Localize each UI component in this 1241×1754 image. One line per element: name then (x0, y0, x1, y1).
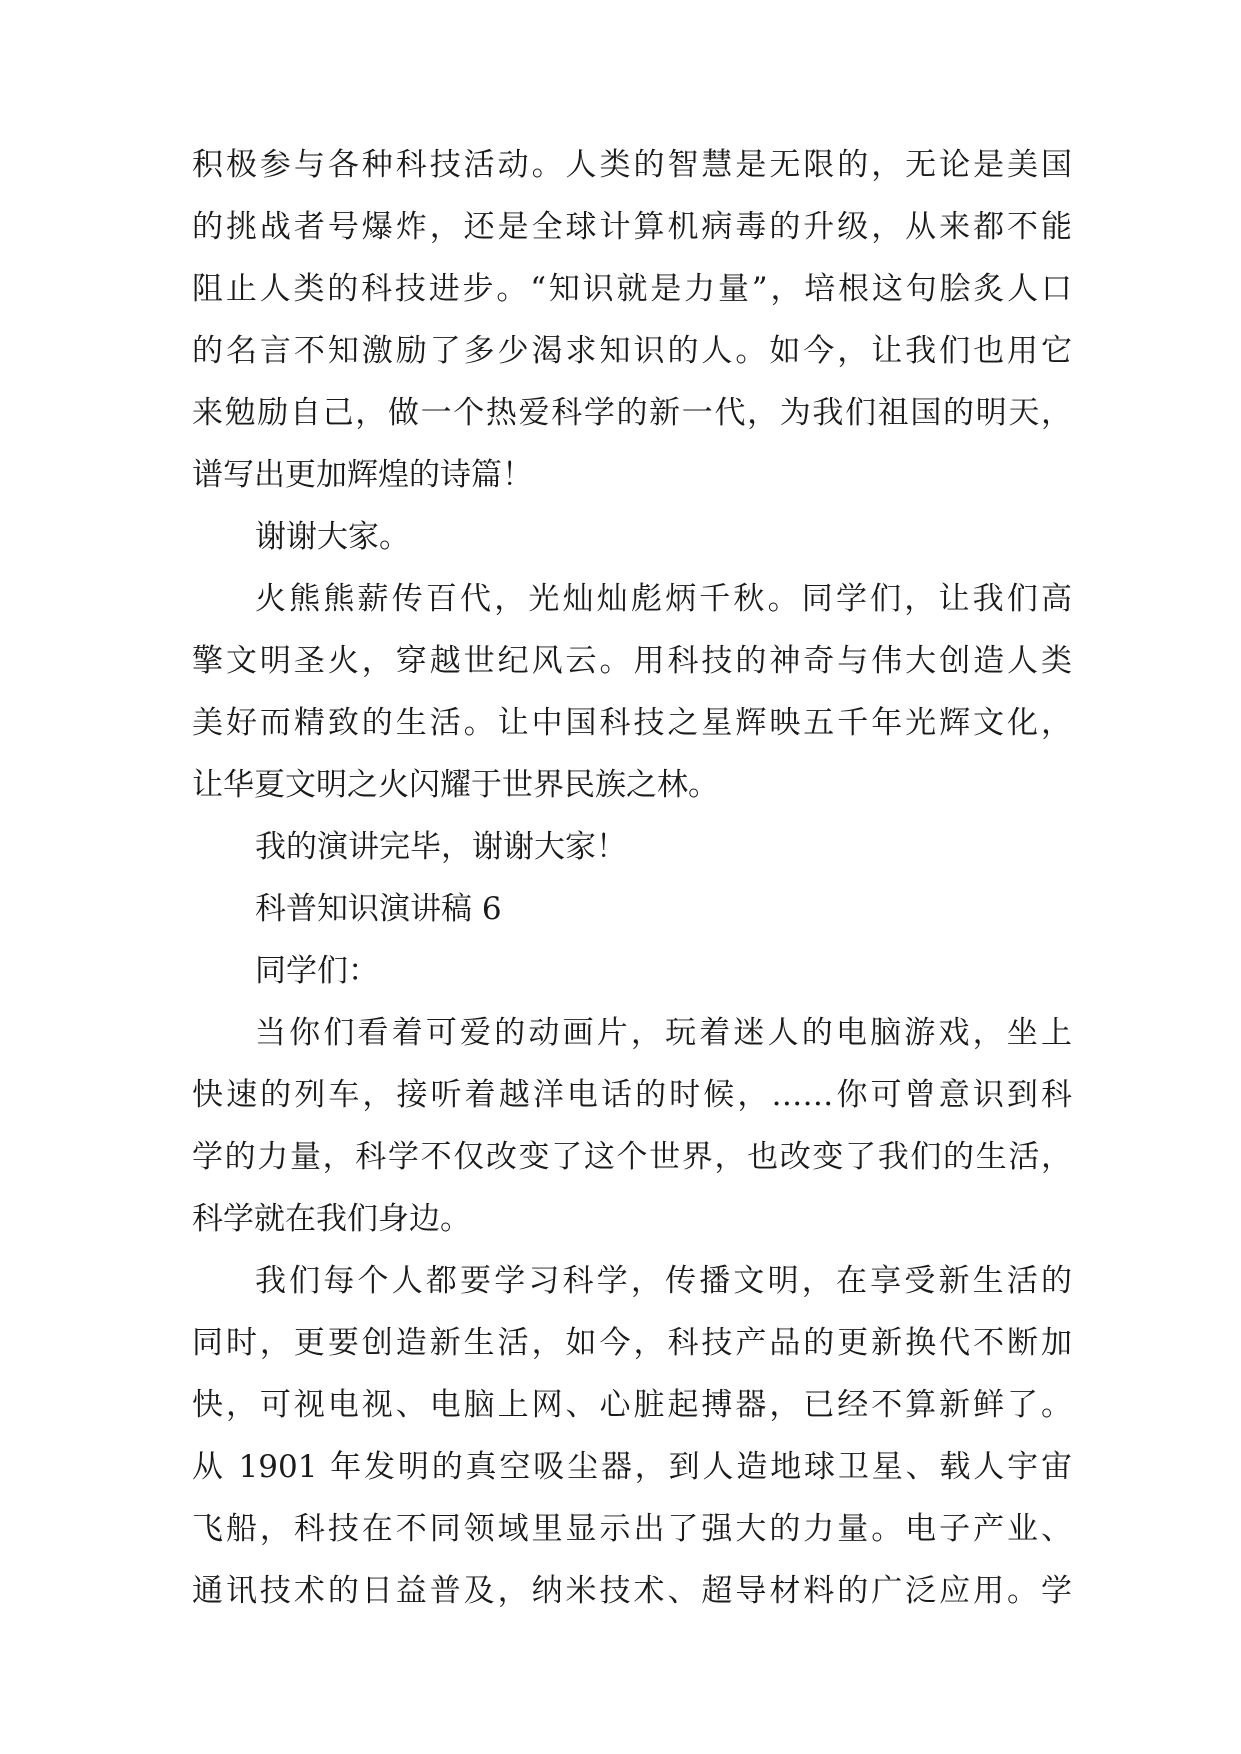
text-line: 飞船，科技在不同领域里显示出了强大的力量。电子产业、 (192, 1511, 1072, 1547)
text-line: 快速的列车，接听着越洋电话的时候，……你可曾意识到科 (192, 1077, 1072, 1113)
text-line: 学的力量，科学不仅改变了这个世界，也改变了我们的生活， (192, 1139, 1072, 1175)
text-line: 阻止人类的科技进步。“知识就是力量”，培根这句脍炙人口 (192, 271, 1072, 307)
text-line: 的名言不知激励了多少渴求知识的人。如今，让我们也用它 (192, 333, 1072, 369)
text-line: 科学就在我们身边。 (192, 1201, 471, 1237)
text-line: 来勉励自己，做一个热爱科学的新一代，为我们祖国的明天， (192, 395, 1072, 431)
text-line: 我们每个人都要学习科学，传播文明，在享受新生活的 (255, 1263, 1072, 1299)
text-line: 谢谢大家。 (255, 519, 410, 555)
text-line: 火熊熊薪传百代，光灿灿彪炳千秋。同学们，让我们高 (255, 581, 1072, 617)
salutation: 同学们： (255, 953, 379, 989)
text-line: 谱写出更加辉煌的诗篇！ (192, 457, 533, 493)
text-line: 当你们看着可爱的动画片，玩着迷人的电脑游戏，坐上 (255, 1015, 1072, 1051)
section-heading: 科普知识演讲稿 6 (255, 891, 502, 927)
text-line: 通讯技术的日益普及，纳米技术、超导材料的广泛应用。学 (192, 1573, 1072, 1609)
text-line: 从 1901 年发明的真空吸尘器，到人造地球卫星、载人宇宙 (192, 1449, 1072, 1485)
text-line: 积极参与各种科技活动。人类的智慧是无限的，无论是美国 (192, 147, 1072, 183)
text-line: 的挑战者号爆炸，还是全球计算机病毒的升级，从来都不能 (192, 209, 1072, 245)
text-line: 美好而精致的生活。让中国科技之星辉映五千年光辉文化， (192, 705, 1072, 741)
text-line: 让华夏文明之火闪耀于世界民族之林。 (192, 767, 719, 803)
text-line: 同时，更要创造新生活，如今，科技产品的更新换代不断加 (192, 1325, 1072, 1361)
text-line: 擎文明圣火，穿越世纪风云。用科技的神奇与伟大创造人类 (192, 643, 1072, 679)
text-line: 快，可视电视、电脑上网、心脏起搏器，已经不算新鲜了。 (192, 1387, 1072, 1423)
text-line: 我的演讲完毕，谢谢大家！ (255, 829, 627, 865)
